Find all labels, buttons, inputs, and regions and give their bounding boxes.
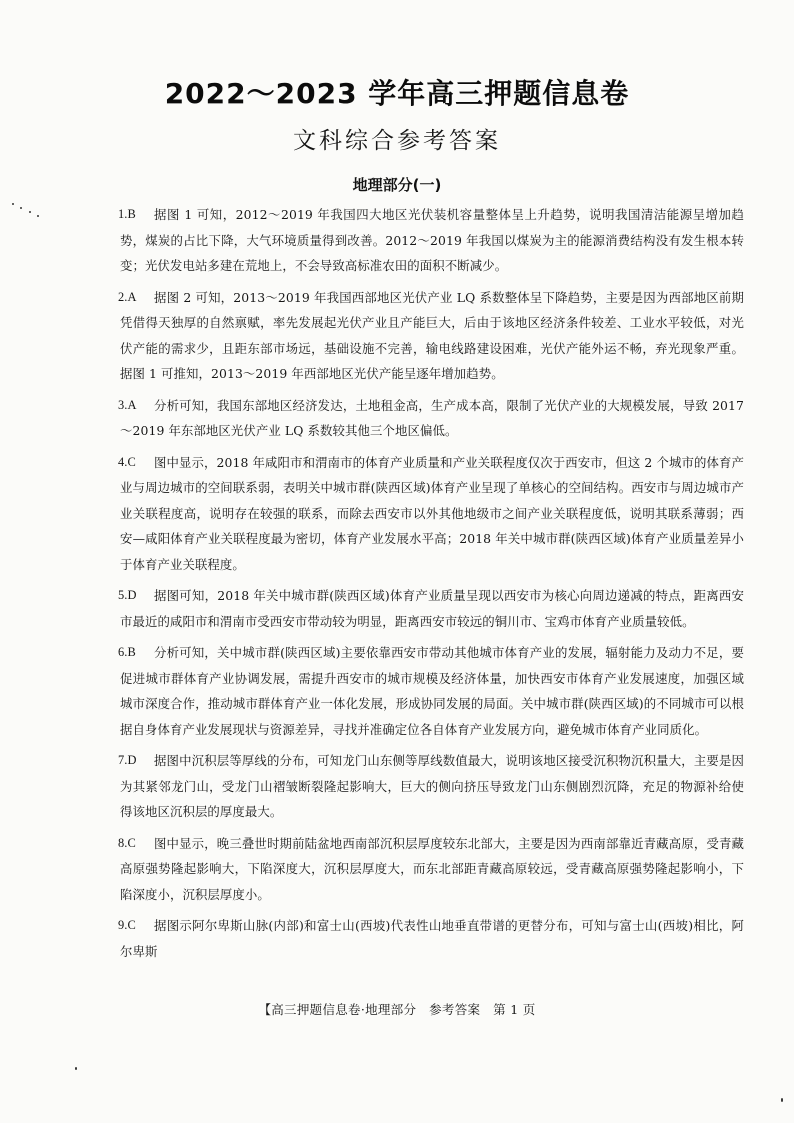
scan-speck <box>12 203 14 205</box>
question-explanation: 图中显示，2018 年咸阳市和渭南市的体育产业质量和产业关联程度仅次于西安市，但这 2 个城市的体育产业与周边城市的空间联系弱，表明关中城市群(陕西区域)体育产业呈现了单核心的空间结构。西安市与周边城市产业关联程度高，说明存在较强的联系，而除去西安市以外其他地级市之间产业关联程度低，说明其联系薄弱；西安—咸阳体育产业关联程度最为密切，体育产业发展水平高；2018 年关中城市群(陕西区域)体育产业质量差异小于体育产业关联程度。 <box>120 454 744 572</box>
question-item <box>120 285 744 387</box>
scan-speck <box>75 1067 77 1070</box>
question-number: 2. <box>118 289 128 304</box>
question-answer: D <box>127 753 137 767</box>
document-title: 2022～2023 学年高三押题信息卷 <box>164 77 630 110</box>
scan-speck <box>781 1098 783 1102</box>
question-item <box>120 393 744 444</box>
question-answer: C <box>127 918 136 932</box>
question-explanation: 分析可知，关中城市群(陕西区域)主要依靠西安市带动其他城市体育产业的发展，辐射能力及动力不足，要促进城市群体育产业协调发展，需提升西安市的城市规模及经济体量，加快西安市体育产业发展速度，加强区域城市深度合作，推动城市群体育产业一体化发展，形成协同发展的局面。关中城市群(陕西区域)的不同城市可以根据自身体育产业发展现状与资源差异，寻找并准确定位各自体育产业发展方向，避免城市体育产业同质化。 <box>120 645 744 737</box>
question-number: 7. <box>118 753 128 767</box>
question-item <box>120 450 744 578</box>
question-item <box>120 640 744 742</box>
question-answer: A <box>127 289 137 304</box>
section-title: 地理部分(一) <box>352 176 442 194</box>
question-number: 8. <box>118 835 128 850</box>
question-item <box>120 831 744 908</box>
question-number: 5. <box>118 588 128 602</box>
question-answer: D <box>127 588 137 602</box>
question-explanation: 据图可知，2018 年关中城市群(陕西区域)体育产业质量呈现以西安市为核心向周边递减的特点，距离西安市最近的咸阳市和渭南市受西安市带动较为明显，距离西安市较远的铜川市、宝鸡市体育产业质量较低。 <box>120 588 744 629</box>
scan-speck <box>29 211 31 213</box>
question-explanation: 图中显示，晚三叠世时期前陆盆地西南部沉积层厚度较东北部大，主要是因为西南部靠近青藏高原，受青藏高原强势隆起影响大，下陷深度大，沉积层厚度大，而东北部距青藏高原较远，受青藏高原强势隆起影响小，下陷深度小，沉积层厚度小。 <box>120 835 744 902</box>
document-subtitle: 文科综合参考答案 <box>293 128 501 154</box>
question-number: 1. <box>118 207 128 221</box>
question-answer: C <box>127 454 136 469</box>
question-explanation: 据图 1 可知，2012～2019 年我国四大地区光伏装机容量整体呈上升趋势，说明我国清洁能源呈增加趋势，煤炭的占比下降，大气环境质量得到改善。2012～2019 年我国以煤炭为主的能源消费结构没有发生根本转变；光伏发电站多建在荒地上，不会导致高标准农田的面积不断减少。 <box>120 207 744 273</box>
question-explanation: 据图 2 可知，2013～2019 年我国西部地区光伏产业 LQ 系数整体呈下降趋势，主要是因为西部地区前期凭借得天独厚的自然禀赋，率先发展起光伏产业且产能巨大，后由于该地区经济条件较差、工业水平较低，对光伏产能的需求少，且距东部市场远，基础设施不完善，输电线路建设困难，光伏产能外运不畅，弃光现象严重。据图 1 可推知，2013～2019 年西部地区光伏产能呈逐年增加趋势。 <box>120 289 744 381</box>
scan-speck <box>37 215 39 217</box>
question-answer: A <box>127 397 137 412</box>
answer-list <box>120 202 744 970</box>
question-answer: C <box>127 835 136 850</box>
scan-speck <box>20 207 22 209</box>
question-item <box>120 748 744 825</box>
question-answer: B <box>127 645 136 659</box>
question-explanation: 据图示阿尔卑斯山脉(内部)和富士山(西坡)代表性山地垂直带谱的更替分布，可知与富士山(西坡)相比，阿尔卑斯 <box>120 918 744 959</box>
question-number: 6. <box>118 645 128 659</box>
question-answer: B <box>127 207 136 221</box>
question-item <box>120 583 744 634</box>
question-item <box>120 202 744 279</box>
question-item <box>120 913 744 964</box>
question-number: 9. <box>118 918 128 932</box>
question-explanation: 分析可知，我国东部地区经济发达，土地租金高，生产成本高，限制了光伏产业的大规模发展，导致 2017～2019 年东部地区光伏产业 LQ 系数较其他三个地区偏低。 <box>120 397 744 438</box>
question-number: 3. <box>118 397 128 412</box>
question-number: 4. <box>118 454 128 469</box>
question-explanation: 据图中沉积层等厚线的分布，可知龙门山东侧等厚线数值最大，说明该地区接受沉积物沉积量大，主要是因为其紧邻龙门山，受龙门山褶皱断裂隆起影响大，巨大的侧向挤压导致龙门山东侧剧烈沉降，充足的物源补给使得该地区沉积层的厚度最大。 <box>120 753 744 819</box>
page-footer: 【高三押题信息卷·地理部分 参考答案 第 1 页 <box>258 1002 536 1017</box>
